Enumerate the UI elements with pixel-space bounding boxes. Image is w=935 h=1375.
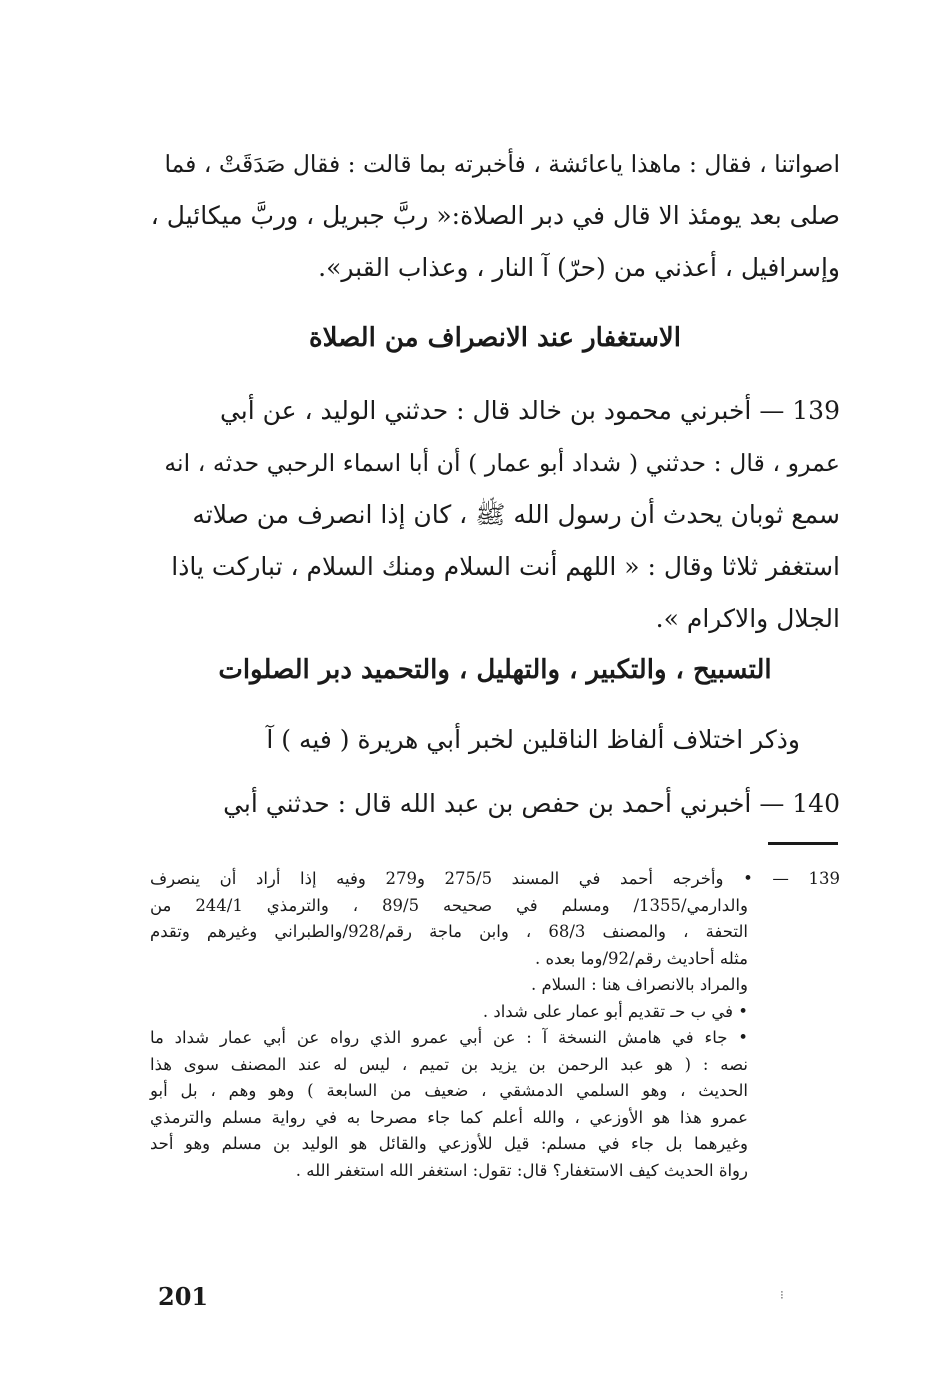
footnote-line: • في ب حـ تقديم أبو عمار على شداد . xyxy=(482,1001,748,1021)
footnote-line: والدارمي/1355/ ومسلم في صحيحه 89/5 ، والترمذي 244/1 من xyxy=(150,895,748,915)
paragraph-139 xyxy=(150,385,840,645)
text-line: 140 — أخبرني أحمد بن حفص بن عبد الله قال : حدثني أبي xyxy=(223,789,840,818)
text-line: صلى بعد يومئذ الا قال في دبر الصلاة:« ربَّ جبريل ، وربَّ ميكائيل ، xyxy=(150,201,840,230)
text-line: وإسرافيل ، أعذني من (حرّ) آ النار ، وعذاب القبر». xyxy=(318,253,840,282)
text-line: استغفر ثلاثا وقال : « اللهم أنت السلام ومنك السلام ، تباركت ياذا xyxy=(171,552,840,581)
subheading xyxy=(210,714,800,766)
scan-speck: ⁝ xyxy=(780,1288,784,1302)
section-heading: التسبيح ، والتكبير ، والتهليل ، والتحميد دبر الصلوات xyxy=(218,655,772,685)
footnote-line: الحديث ، وهو السلمي الدمشقي ، ضعيف من السابعة ) وهو وهم ، بل أبو xyxy=(150,1081,748,1100)
footnote-line: وغيرهما بل جاء في مسلم: قيل للأوزعي والقائل هو الوليد بن مسلم وهو أحد xyxy=(150,1134,748,1153)
footnote-line: 139 — • وأخرجه أحمد في المسند 275/5 و279 وفيه إذا أراد أن ينصرف xyxy=(150,869,841,888)
text-line: سمع ثوبان يحدث أن رسول الله ﷺ ، كان إذا انصرف من صلاته xyxy=(192,500,840,529)
section-heading: الاستغفار عند الانصراف من الصلاة xyxy=(309,323,681,353)
footnote-line: • جاء في هامش النسخة آ : عن أبي عمرو الذي رواه عن أبي عمار شداد ما xyxy=(150,1028,748,1047)
page-number: 201 xyxy=(158,1282,209,1311)
footnote-divider xyxy=(768,842,838,845)
footnote-line: رواة الحديث كيف الاستغفار؟ قال: تقول: استغفر الله استغفر الله . xyxy=(295,1160,748,1180)
footnote-line: التحفة ، والمصنف 68/3 ، وابن ماجة رقم/928/والطبراني وغيرهم وتقدم xyxy=(150,922,749,941)
footnote-line: عمرو هذا هو الأوزعي ، والله أعلم كما جاء مصرحا به في رواية مسلم والترمذي xyxy=(150,1107,748,1127)
paragraph-top xyxy=(150,138,840,294)
text-line: 139 — أخبرني محمود بن خالد قال : حدثني الوليد ، عن أبي xyxy=(219,396,840,425)
paragraph-140 xyxy=(150,778,840,830)
text-line: وذكر اختلاف ألفاظ الناقلين لخبر أبي هريرة ( فيه ) آ xyxy=(266,725,800,754)
text-line: اصواتنا ، فقال : ماهذا ياعائشة ، فأخبرته بما قالت : فقال صَدَقَتْ ، فما xyxy=(164,150,840,178)
footnote-line: والمراد بالانصراف هنا : السلام . xyxy=(530,975,748,994)
text-line: عمرو ، قال : حدثني ( شداد أبو عمار ) أن أبا اسماء الرحبي حدثه ، انه xyxy=(164,449,840,477)
footnote-line: مثله أحاديث رقم/92/وما بعده . xyxy=(535,948,748,968)
footnotes xyxy=(150,866,840,1184)
footnote-line: نصه : ( هو عبد الرحمن بن يزيد بن تميم ، ليس له عند المصنف سوى هذا xyxy=(150,1054,748,1074)
text-line: الجلال والاكرام ». xyxy=(655,604,840,633)
